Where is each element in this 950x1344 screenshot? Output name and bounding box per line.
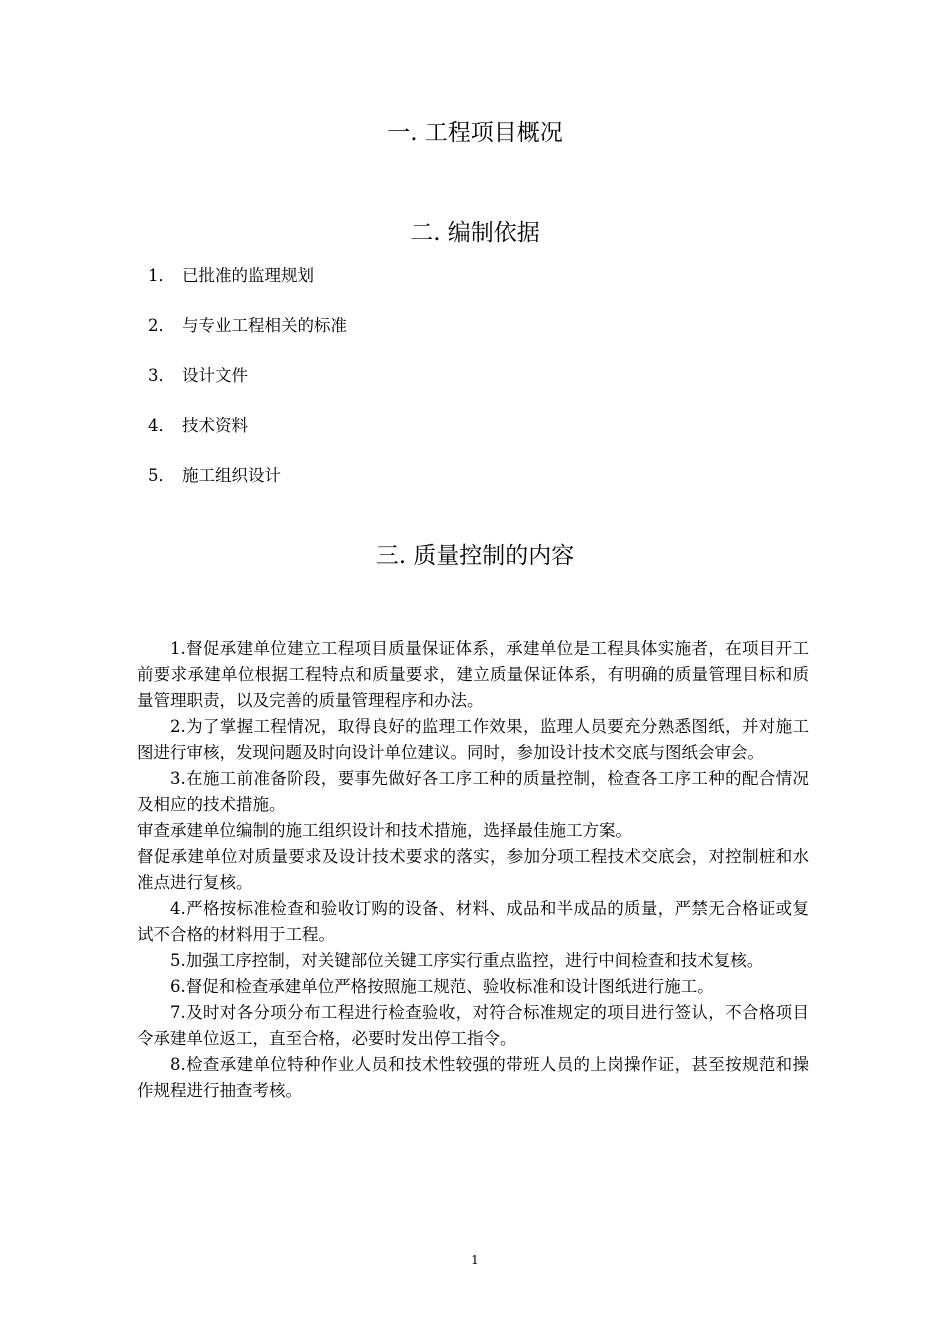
- list-item-text: 与专业工程相关的标准: [182, 316, 347, 335]
- list-item: [148, 413, 347, 463]
- list-item: [148, 363, 347, 413]
- list-item-number: 5．: [148, 466, 175, 485]
- section-body: [137, 636, 809, 1104]
- list-item-text: 已批准的监理规划: [182, 266, 314, 285]
- paragraph: 8.检查承建单位特种作业人员和技术性较强的带班人员的上岗操作证，甚至按规范和操作规程进行抽查考核。: [137, 1055, 809, 1100]
- list-item-text: 设计文件: [182, 366, 248, 385]
- paragraph: 督促承建单位对质量要求及设计技术要求的落实，参加分项工程技术交底会，对控制桩和水准点进行复核。: [137, 847, 809, 892]
- basis-list: [148, 263, 347, 513]
- page-number: 1: [471, 1253, 479, 1267]
- list-item-number: 3．: [148, 366, 175, 385]
- list-item: [148, 263, 347, 313]
- list-item-number: 1．: [148, 266, 175, 285]
- paragraph: 2.为了掌握工程情况，取得良好的监理工作效果，监理人员要充分熟悉图纸，并对施工图进行审核，发现问题及时向设计单位建议。同时，参加设计技术交底与图纸会审会。: [137, 717, 809, 762]
- section-heading-content: 三. 质量控制的内容: [375, 543, 575, 569]
- paragraph: 审查承建单位编制的施工组织设计和技术措施，选择最佳施工方案。: [137, 821, 632, 840]
- list-item-number: 2．: [148, 316, 175, 335]
- section-heading-basis: 二. 编制依据: [410, 220, 540, 246]
- list-item: [148, 313, 347, 363]
- paragraph: 7.及时对各分项分布工程进行检查验收，对符合标准规定的项目进行签认，不合格项目令承建单位返工，直至合格，必要时发出停工指令。: [137, 1003, 809, 1048]
- paragraph: 4.严格按标准检查和验收订购的设备、材料、成品和半成品的质量，严禁无合格证或复试不合格的材料用于工程。: [137, 899, 809, 944]
- section-heading-overview: 一. 工程项目概况: [387, 120, 563, 146]
- paragraph: 5.加强工序控制，对关键部位关键工序实行重点监控，进行中间检查和技术复核。: [170, 951, 764, 970]
- list-item-text: 施工组织设计: [182, 466, 281, 485]
- list-item-number: 4．: [148, 416, 175, 435]
- list-item-text: 技术资料: [182, 416, 248, 435]
- paragraph: 1.督促承建单位建立工程项目质量保证体系，承建单位是工程具体实施者，在项目开工前要求承建单位根据工程特点和质量要求，建立质量保证体系，有明确的质量管理目标和质量管理职责，以及完善的质量管理程序和办法。: [137, 639, 809, 710]
- paragraph: 6.督促和检查承建单位严格按照施工规范、验收标准和设计图纸进行施工。: [170, 977, 714, 996]
- paragraph: 3.在施工前准备阶段，要事先做好各工序工种的质量控制，检查各工序工种的配合情况及相应的技术措施。: [137, 769, 809, 814]
- list-item: [148, 463, 347, 513]
